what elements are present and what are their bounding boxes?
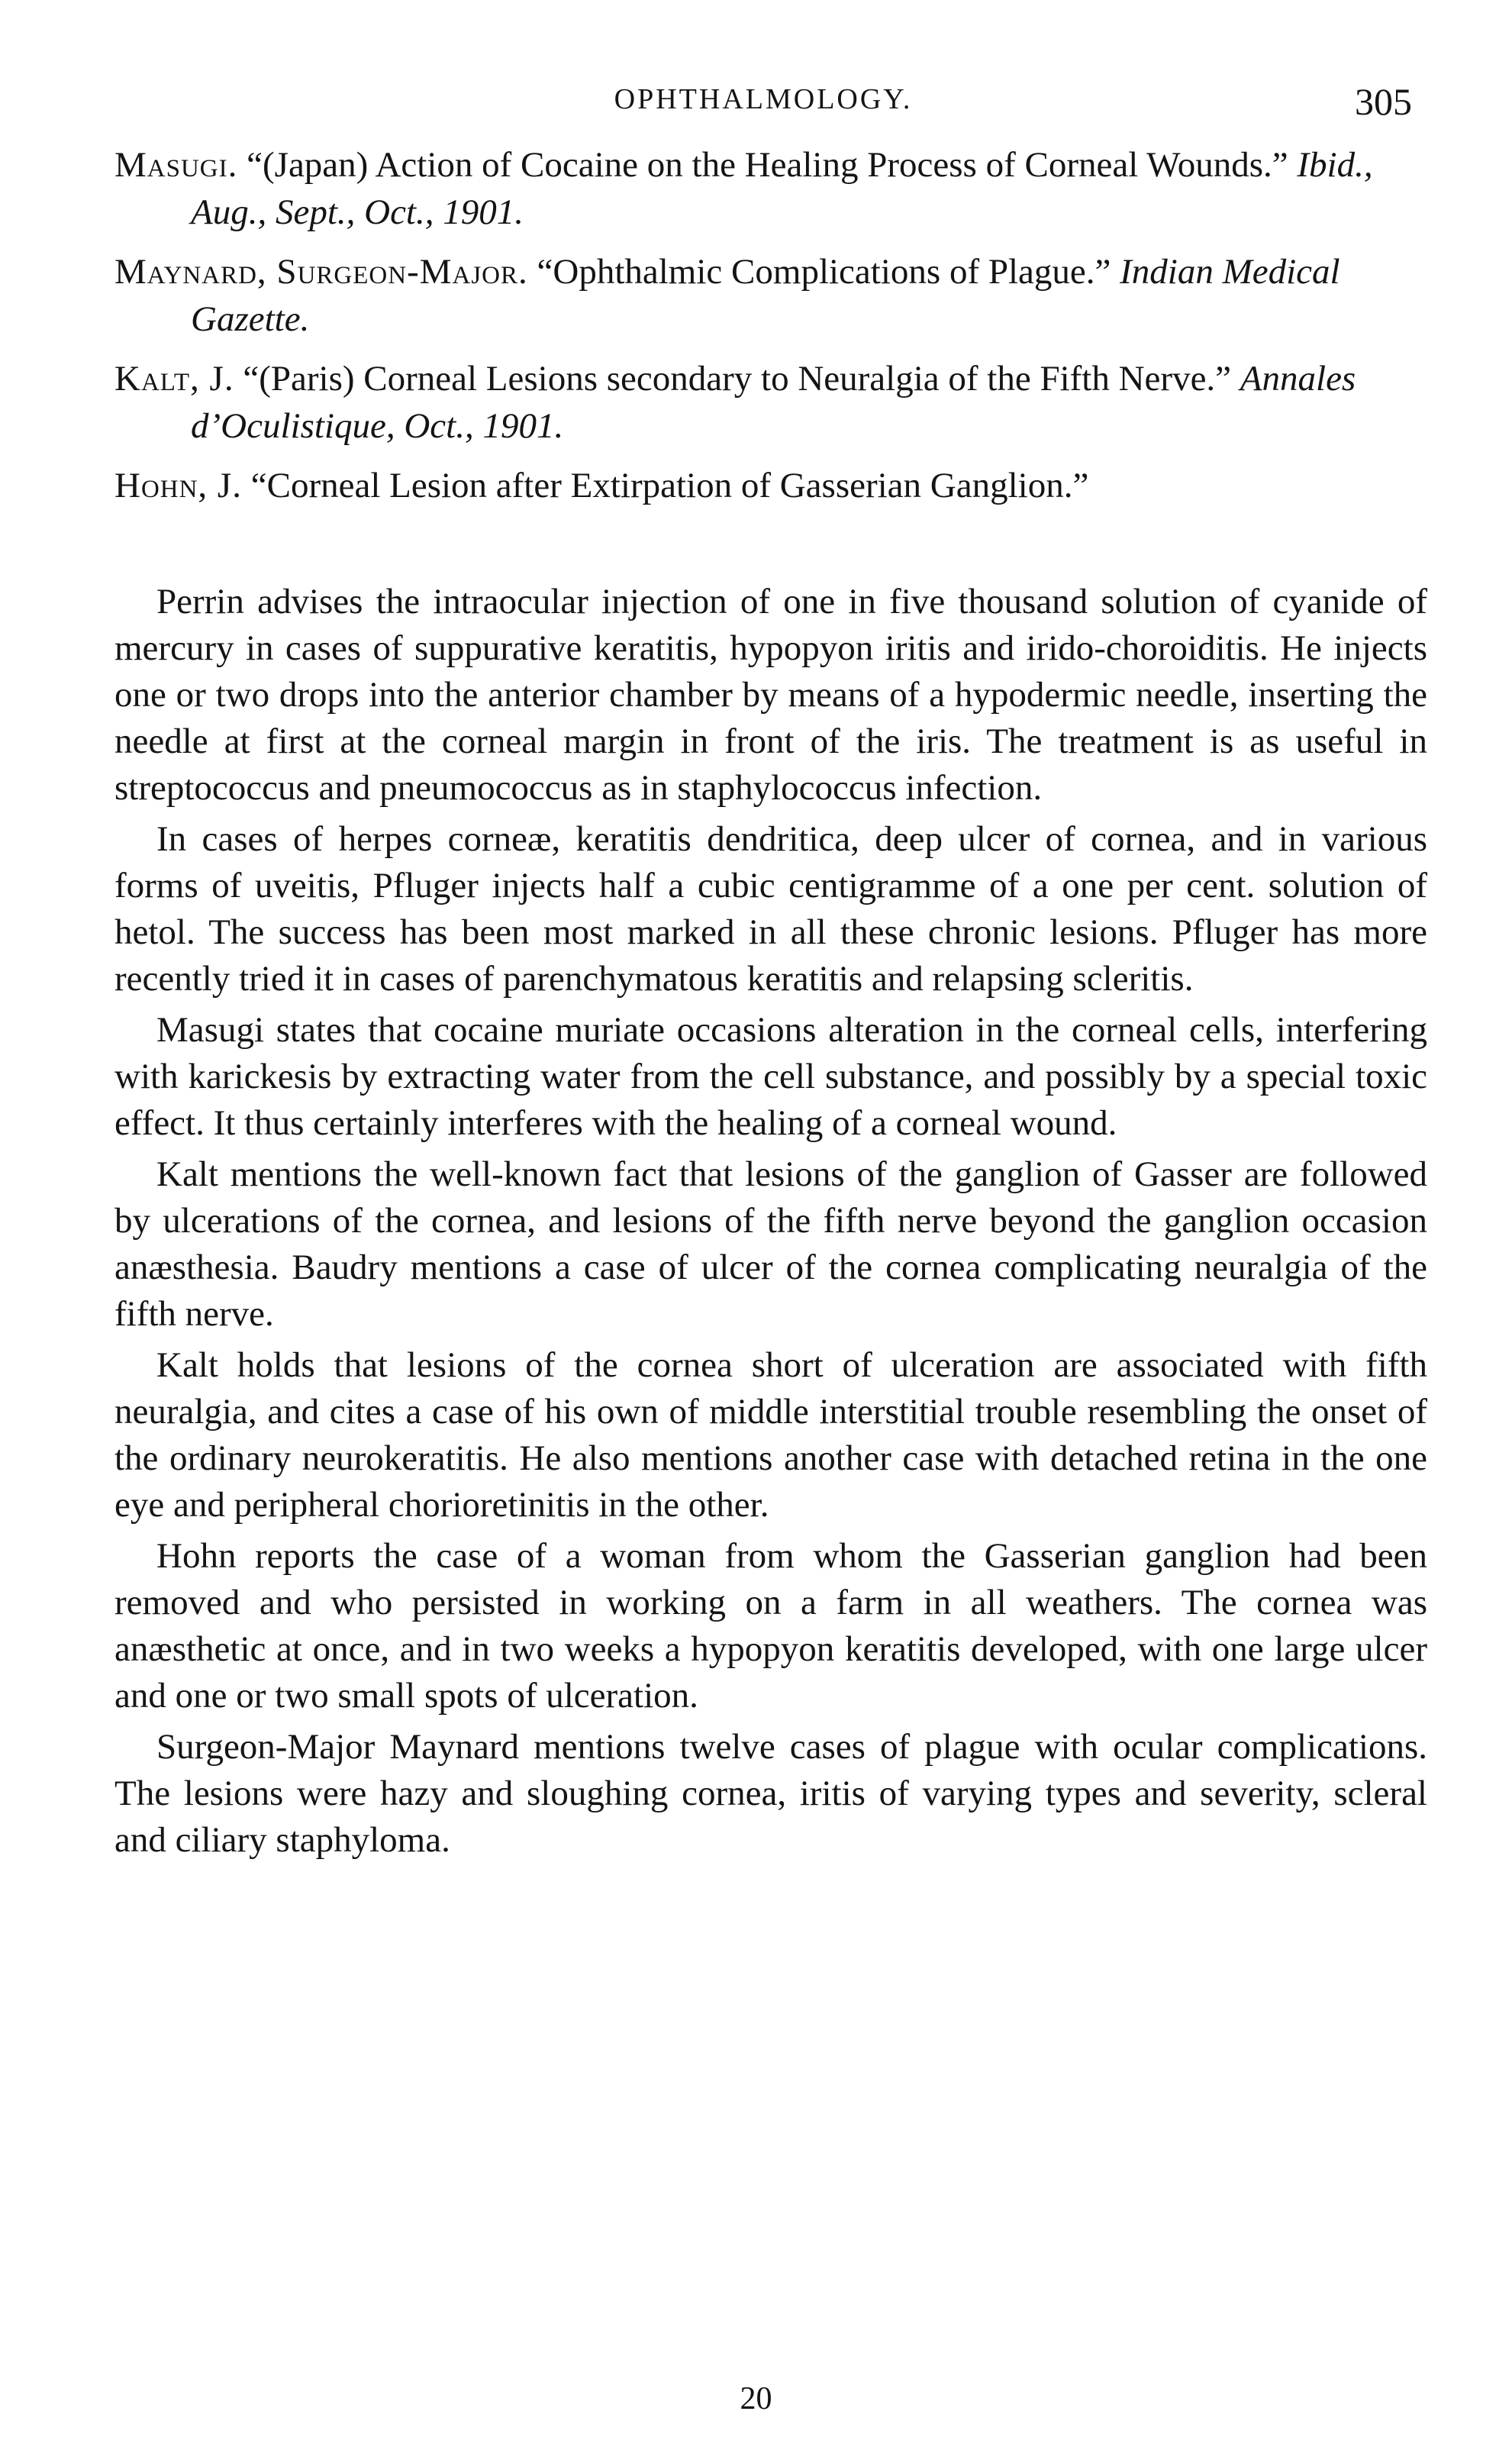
paragraph-hohn: Hohn reports the case of a woman from whom the Gasserian ganglion had been removed and who persisted in working on a farm in all weathers. The cornea was anæsthetic at once, and in two weeks a hypopyon keratitis developed, with one large ulcer and one or two small spots of ulceration. bbox=[114, 1536, 1427, 1716]
paragraph-kalt-lesions: Kalt holds that lesions of the cornea short of ulceration are associated with fifth neuralgia, and cites a case of his own of middle interstitial trouble resembling the onset of the ordinary neurokeratitis. He also mentions another case with detached retina in the one eye and peripheral chorioretinitis in the other. bbox=[114, 1345, 1427, 1525]
reference-entry bbox=[114, 355, 1427, 450]
reference-entry bbox=[114, 141, 1427, 236]
reference-entry bbox=[114, 248, 1427, 343]
body-text bbox=[114, 579, 1427, 1868]
reference-source: Ibid., Aug., Sept., Oct., 1901. bbox=[191, 145, 1373, 232]
reference-author: Masugi. bbox=[114, 145, 238, 185]
reference-list bbox=[114, 141, 1427, 521]
reference-source: Annales d’Oculistique, Oct., 1901. bbox=[191, 359, 1356, 446]
paragraph-pfluger: In cases of herpes corneæ, keratitis dendritica, deep ulcer of cornea, and in various forms of uveitis, Pfluger injects half a cubic centigramme of a one per cent. solution of hetol. The success has been most marked in all these chronic lesions. Pfluger has more recently tried it in cases of parenchymatous keratitis and relapsing scleritis. bbox=[114, 819, 1427, 999]
reference-title: “Corneal Lesion after Extirpation of Gasserian Ganglion.” bbox=[241, 466, 1089, 505]
paragraph-kalt-ganglion: Kalt mentions the well-known fact that lesions of the ganglion of Gasser are followed by ulcerations of the cornea, and lesions of the fifth nerve beyond the ganglion occasion anæsthesia. Baudry mentions a case of ulcer of the cornea complicating neuralgia of the fifth nerve. bbox=[114, 1154, 1427, 1334]
reference-title: “(Japan) Action of Cocaine on the Healing Process of Corneal Wounds.” bbox=[237, 145, 1298, 185]
paragraph-maynard: Surgeon-Major Maynard mentions twelve cases of plague with ocular complications. The lesions were hazy and sloughing cornea, iritis of varying types and severity, scleral and ciliary staphyloma. bbox=[114, 1727, 1427, 1860]
reference-author: Kalt, J. bbox=[114, 359, 234, 399]
page-number: 305 bbox=[1355, 80, 1412, 123]
reference-title: “(Paris) Corneal Lesions secondary to Neuralgia of the Fifth Nerve.” bbox=[234, 359, 1240, 399]
running-title: OPHTHALMOLOGY. bbox=[614, 83, 913, 115]
paragraph-perrin: Perrin advises the intraocular injection of one in five thousand solution of cyanide of mercury in cases of suppurative keratitis, hypopyon iritis and irido-choroiditis. He injects one or two drops into the anterior chamber by means of a hypodermic needle, inserting the needle at first at the corneal margin in front of the iris. The treatment is as useful in streptococcus and pneumococcus as in staphylococcus infection. bbox=[114, 582, 1427, 808]
reference-source: Indian Medical Gazette. bbox=[191, 252, 1340, 339]
reference-entry bbox=[114, 462, 1427, 509]
running-head bbox=[114, 79, 1412, 125]
reference-author: Hohn, J. bbox=[114, 466, 242, 505]
reference-author: Maynard, Surgeon-Major. bbox=[114, 252, 528, 292]
signature-mark: 20 bbox=[740, 2381, 772, 2416]
paragraph-masugi: Masugi states that cocaine muriate occasions alteration in the corneal cells, interfering with karickesis by extracting water from the cell substance, and possibly by a special toxic effect. It thus certainly interferes with the healing of a corneal wound. bbox=[114, 1010, 1427, 1143]
reference-title: “Ophthalmic Complications of Plague.” bbox=[527, 252, 1120, 292]
